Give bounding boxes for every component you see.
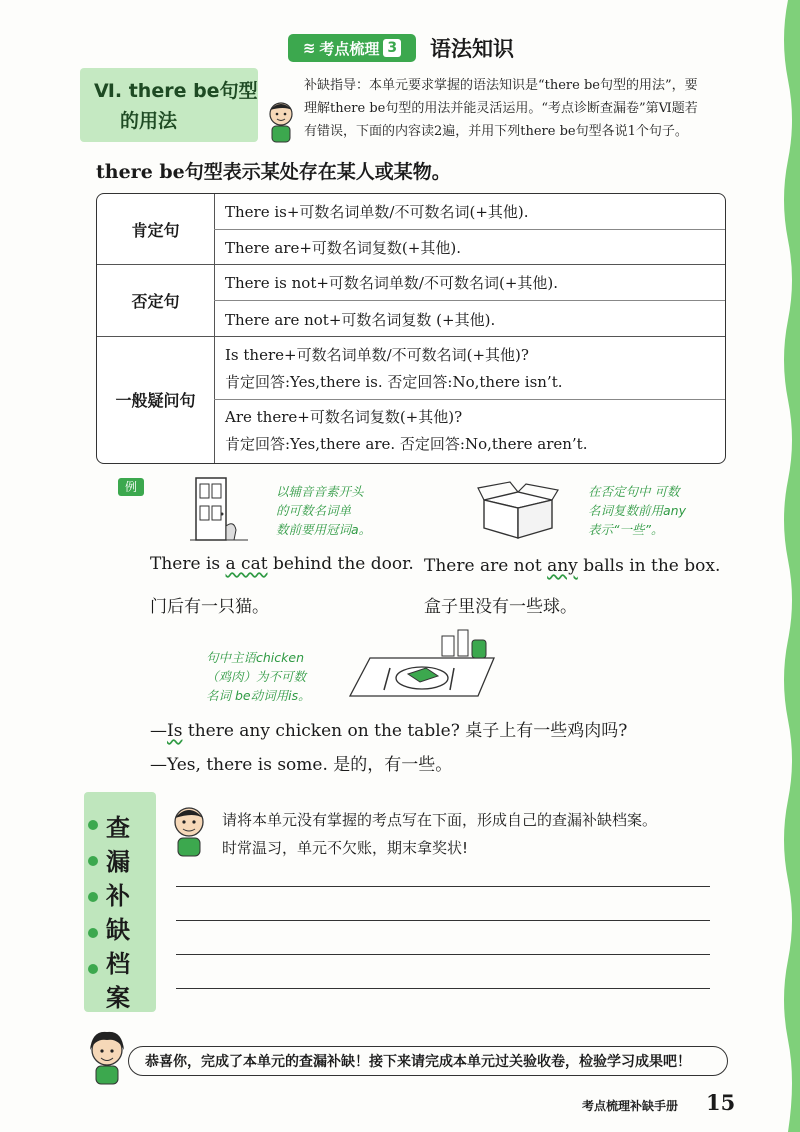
category-affirmative: 肯定句 bbox=[97, 194, 215, 264]
affirmative-row-1: There is+可数名词单数/不可数名词(+其他). bbox=[225, 203, 529, 221]
section-label-line2: 的用法 bbox=[120, 110, 178, 132]
writing-line[interactable] bbox=[176, 988, 710, 989]
example-text: balls in the box. bbox=[577, 556, 721, 576]
bullet-dot bbox=[88, 928, 98, 938]
note-line: 名词 be动词用is。 bbox=[206, 688, 311, 703]
section-label-line1: Ⅵ. there be句型 bbox=[94, 80, 258, 102]
congrats-banner: 恭喜你，完成了本单元的查漏补缺！接下来请完成本单元过关验收卷，检验学习成果吧！ bbox=[128, 1046, 728, 1076]
tip-text bbox=[304, 74, 714, 143]
negative-row-2: There are not+可数名词复数 (+其他). bbox=[225, 311, 496, 329]
divider bbox=[214, 229, 725, 230]
example-translation-1: 门后有一只猫。 bbox=[150, 597, 269, 617]
note-chicken bbox=[206, 648, 311, 705]
writing-line[interactable] bbox=[176, 954, 710, 955]
answer-row-1: 肯定回答:Yes,there is. 否定回答:No,there isn’t. bbox=[225, 373, 563, 391]
tip-line: 补缺指导：本单元要求掌握的语法知识是“there be句型的用法”，要 bbox=[304, 78, 698, 93]
tip-line: 有错误，下面的内容读2遍，并用下列there be句型各说1个句子。 bbox=[304, 124, 688, 139]
bullet-dot bbox=[88, 964, 98, 974]
review-side-bar bbox=[84, 792, 156, 1012]
bullet-dot bbox=[88, 892, 98, 902]
example-translation-2: 盒子里没有一些球。 bbox=[424, 597, 577, 617]
note-line: 名词复数前用any bbox=[588, 503, 686, 518]
note-line: 句中主语chicken bbox=[206, 650, 304, 665]
review-title-char: 漏 bbox=[106, 848, 130, 876]
divider bbox=[97, 264, 725, 265]
example-highlight: any bbox=[547, 556, 578, 576]
note-line: 表示“一些”。 bbox=[588, 522, 664, 537]
pill-number: 3 bbox=[383, 39, 401, 57]
negative-row-1: There is not+可数名词单数/不可数名词(+其他). bbox=[225, 274, 559, 292]
review-instructions bbox=[222, 806, 657, 862]
note-line: 数前要用冠词a。 bbox=[276, 522, 372, 537]
bullet-dot bbox=[88, 820, 98, 830]
instruction-line: 时常温习，单元不欠账，期末拿奖状! bbox=[222, 839, 469, 857]
example-text: There are not bbox=[424, 556, 548, 576]
writing-line[interactable] bbox=[176, 886, 710, 887]
box-icon bbox=[476, 478, 560, 542]
answer-row-2: 肯定回答:Yes,there are. 否定回答:No,there aren’t. bbox=[225, 435, 588, 453]
example-highlight: Is bbox=[167, 721, 183, 741]
note-article-a bbox=[276, 482, 371, 539]
rule-statement: there be句型表示某处存在某人或某物。 bbox=[96, 161, 451, 183]
question-row-2: Are there+可数名词复数(+其他)? bbox=[225, 408, 463, 426]
example-text: — bbox=[150, 721, 167, 741]
category-question: 一般疑问句 bbox=[97, 336, 215, 463]
section-pill bbox=[288, 34, 416, 62]
example-sentence-2 bbox=[424, 556, 720, 576]
example-highlight: a cat bbox=[225, 554, 268, 574]
note-any bbox=[588, 482, 686, 539]
category-negative: 否定句 bbox=[97, 264, 215, 336]
bullet-dot bbox=[88, 856, 98, 866]
review-title-char: 查 bbox=[106, 814, 130, 842]
note-line: 的可数名词单 bbox=[276, 503, 352, 518]
divider bbox=[214, 300, 725, 301]
example-text: behind the door. bbox=[267, 554, 414, 574]
grammar-table bbox=[96, 193, 726, 464]
girl-icon bbox=[82, 1028, 132, 1086]
example-sentence-1 bbox=[150, 554, 414, 574]
divider bbox=[97, 336, 725, 337]
divider bbox=[214, 399, 725, 400]
decorative-edge bbox=[766, 0, 800, 1132]
review-title-char: 补 bbox=[106, 882, 130, 910]
example-answer-3: —Yes, there is some. 是的，有一些。 bbox=[150, 755, 453, 775]
boy-icon bbox=[166, 802, 212, 858]
writing-line[interactable] bbox=[176, 920, 710, 921]
example-text: There is bbox=[150, 554, 226, 574]
chicken-plate-icon bbox=[346, 628, 502, 700]
boy-icon bbox=[262, 98, 300, 144]
tip-line: 理解there be句型的用法并能灵活运用。“考点诊断查漏卷”第Ⅵ题若 bbox=[304, 101, 698, 116]
note-line: 在否定句中 可数 bbox=[588, 484, 680, 499]
example-tag: 例 bbox=[118, 478, 144, 496]
note-line: （鸡肉）为不可数 bbox=[206, 669, 307, 684]
question-row-1: Is there+可数名词单数/不可数名词(+其他)? bbox=[225, 346, 529, 364]
page-number: 15 bbox=[706, 1090, 736, 1115]
instruction-line: 请将本单元没有掌握的考点写在下面，形成自己的查漏补缺档案。 bbox=[222, 811, 658, 829]
waves-icon: ≋ bbox=[302, 39, 316, 57]
example-text: there any chicken on the table? 桌子上有一些鸡肉吗? bbox=[182, 721, 628, 741]
page-title: 语法知识 bbox=[430, 37, 514, 61]
review-title-char: 案 bbox=[106, 984, 130, 1012]
review-title-char: 档 bbox=[106, 950, 130, 978]
footer-text: 考点梳理补缺手册 bbox=[582, 1099, 679, 1113]
review-title-char: 缺 bbox=[106, 916, 130, 944]
affirmative-row-2: There are+可数名词复数(+其他). bbox=[225, 239, 461, 257]
example-question-3 bbox=[150, 716, 627, 741]
section-label bbox=[80, 68, 258, 142]
door-icon bbox=[190, 476, 250, 544]
pill-label: 考点梳理 bbox=[319, 39, 380, 58]
note-line: 以辅音音素开头 bbox=[276, 484, 364, 499]
